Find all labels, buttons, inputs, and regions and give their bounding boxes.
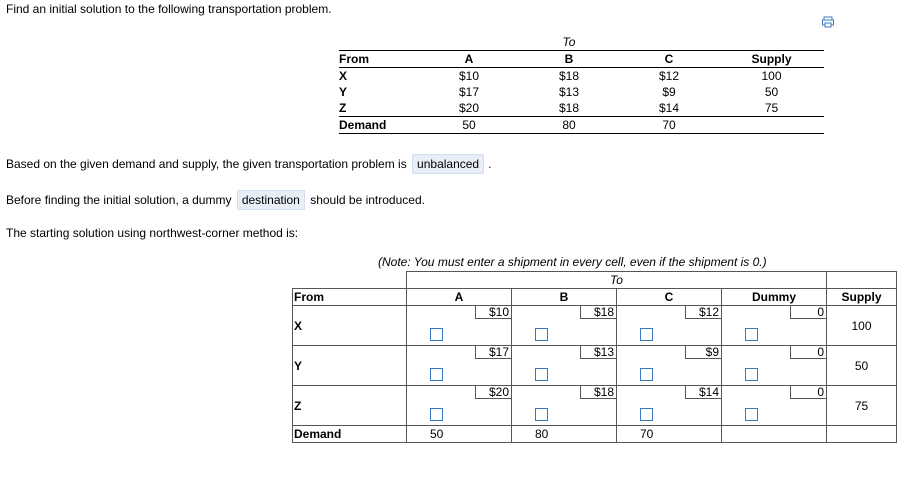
grid-row-label-x: X (294, 319, 303, 333)
grid-row-label-z: Z (294, 399, 302, 413)
demand-cell: 50 (419, 117, 519, 134)
cost-cell: $20 (458, 101, 480, 115)
cost-cell: $17 (458, 85, 480, 99)
shipment-input[interactable] (430, 408, 443, 421)
row-label-x: X (339, 69, 348, 83)
row-label-z: Z (339, 101, 347, 115)
grid-cost: 0 (790, 346, 826, 359)
grid-from-header: From (293, 289, 407, 306)
cost-cell: $13 (558, 85, 580, 99)
grid-supply-cell: 75 (827, 386, 897, 426)
supply-cell: 75 (764, 101, 779, 115)
shipment-input[interactable] (745, 368, 758, 381)
supply-cell: 100 (761, 69, 782, 83)
grid-column-b: B (512, 289, 617, 306)
grid-cost: 0 (790, 306, 826, 319)
demand-label: Demand (339, 117, 419, 134)
cost-cell: $9 (662, 85, 676, 99)
column-header-b: B (519, 51, 619, 68)
row-label-y: Y (339, 85, 348, 99)
shipment-input[interactable] (640, 408, 653, 421)
shipment-input[interactable] (745, 328, 758, 341)
grid-cost: $12 (685, 306, 721, 319)
cost-cell: $14 (658, 101, 680, 115)
shipment-input[interactable] (535, 368, 548, 381)
problem-table (339, 34, 824, 134)
to-header: To (562, 35, 576, 49)
grid-cost: $14 (685, 386, 721, 399)
shipment-input[interactable] (745, 408, 758, 421)
grid-to-header: To (407, 272, 827, 289)
grid-cost: $18 (580, 386, 616, 399)
grid-cost: $18 (580, 306, 616, 319)
shipment-input[interactable] (535, 408, 548, 421)
problem-prompt: Find an initial solution to the following transportation problem. (6, 2, 332, 16)
grid-supply-header: Supply (827, 289, 897, 306)
supply-cell: 50 (764, 85, 779, 99)
shipment-note: (Note: You must enter a shipment in every cell, even if the shipment is 0.) (378, 255, 767, 269)
cost-cell: $12 (658, 69, 680, 83)
question-balance: Based on the given demand and supply, the given transportation problem is unbalanced . (6, 154, 491, 174)
balance-answer-dropdown[interactable]: unbalanced (412, 154, 484, 174)
column-header-c: C (619, 51, 719, 68)
grid-demand-cell: 70 (640, 427, 654, 441)
from-header: From (339, 51, 419, 68)
cost-cell: $10 (458, 69, 480, 83)
grid-cost: 0 (790, 386, 826, 399)
column-header-a: A (419, 51, 519, 68)
grid-supply-cell: 50 (827, 346, 897, 386)
shipment-input[interactable] (430, 368, 443, 381)
grid-cost: $10 (475, 306, 511, 319)
cost-cell: $18 (558, 101, 580, 115)
grid-cost: $17 (475, 346, 511, 359)
grid-cost: $9 (685, 346, 721, 359)
shipment-input[interactable] (430, 328, 443, 341)
shipment-input[interactable] (640, 328, 653, 341)
grid-demand-label: Demand (293, 426, 407, 443)
grid-column-dummy: Dummy (722, 289, 827, 306)
shipment-input[interactable] (535, 328, 548, 341)
demand-cell: 70 (619, 117, 719, 134)
question-northwest: The starting solution using northwest-corner method is: (6, 226, 299, 240)
grid-cost: $20 (475, 386, 511, 399)
dummy-answer-dropdown[interactable]: destination (237, 190, 305, 210)
grid-cost: $13 (580, 346, 616, 359)
shipment-input[interactable] (640, 368, 653, 381)
demand-cell: 80 (519, 117, 619, 134)
print-icon[interactable] (822, 16, 834, 28)
question-dummy: Before finding the initial solution, a dummy destination should be introduced. (6, 190, 425, 210)
grid-column-a: A (407, 289, 512, 306)
cost-cell: $18 (558, 69, 580, 83)
grid-column-c: C (617, 289, 722, 306)
grid-row-label-y: Y (294, 359, 303, 373)
grid-demand-cell: 80 (535, 427, 549, 441)
solution-grid (292, 271, 897, 443)
grid-supply-cell: 100 (827, 306, 897, 346)
grid-demand-cell: 50 (430, 427, 444, 441)
supply-header: Supply (719, 51, 824, 68)
